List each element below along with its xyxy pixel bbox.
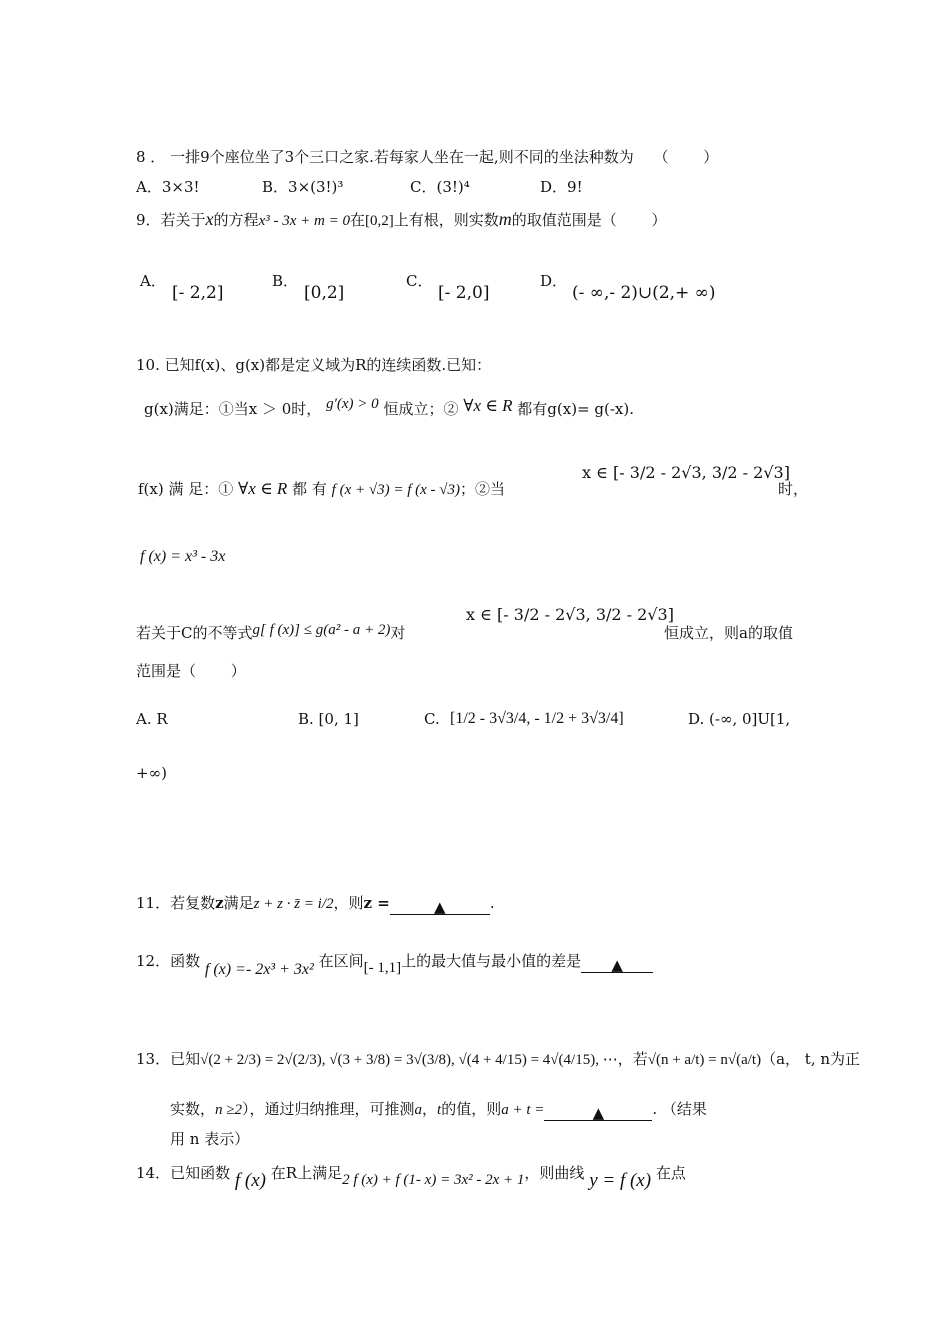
q10-line1: 10. 已知f(x)、g(x)都是定义域为R的连续函数.已知： xyxy=(136,356,492,374)
q13-mark: ▲ xyxy=(592,1104,605,1122)
q13-formula2: √(n + a/t) = n√(a/t) xyxy=(647,1052,762,1068)
q10-g-forall: ∀x ∈ R xyxy=(463,396,513,415)
q14 xyxy=(136,1162,686,1191)
q10-line-end: 范围是（ ） xyxy=(136,662,246,680)
q10-f-suffix: 时， xyxy=(778,480,809,498)
q10-option-d: D. (-∞, 0]U[1, xyxy=(688,710,791,728)
q8-option-a: A．3×3! xyxy=(136,178,200,196)
q10-option-c-value: [1/2 - 3√3/4, - 1/2 + 3√3/4] xyxy=(450,710,624,727)
q10-g-suffix: 都有g(x)= g(-x). xyxy=(517,400,635,418)
q10-g-mid: 恒成立；② xyxy=(383,400,459,418)
q11-mid: 满足 xyxy=(223,894,254,912)
q13-cond: n ≥2 xyxy=(215,1102,242,1118)
q9-mid1: 的方程 xyxy=(213,211,259,229)
q10-f-condition xyxy=(138,478,505,501)
q10-ineq-mid: 对 xyxy=(390,624,406,642)
q11 xyxy=(136,892,495,915)
q9-suffix: 的取值范围是（ ） xyxy=(511,211,667,229)
q14-mid: 在R上满足 xyxy=(270,1164,343,1182)
q9-var-m: m xyxy=(498,209,512,229)
q10-ineq-interval: x ∈ [- 3/2 - 2√3, 3/2 - 2√3] xyxy=(466,605,674,624)
q10-f-forall: ∀x ∈ R xyxy=(238,479,288,498)
q10-f-interval: x ∈ [- 3/2 - 2√3, 3/2 - 2√3] xyxy=(582,463,790,482)
q11-eq: z + z · z̄ = i/2 xyxy=(253,896,334,912)
q13-line2-prefix: 实数， xyxy=(170,1100,216,1118)
q13-line2-mid: ），通过归纳推理，可推测 xyxy=(242,1100,415,1118)
q13-line2: 实数，n ≥2），通过归纳推理，可推测a，t的值，则a + t = ▲ . （结果 xyxy=(170,1100,707,1122)
q11-mid2: ，则 xyxy=(333,894,364,912)
q9-stem xyxy=(136,208,667,232)
q12 xyxy=(136,950,653,978)
q13-line3: 用 n 表示） xyxy=(170,1130,250,1148)
q9-label-d: D． xyxy=(540,272,568,290)
q11-suffix: . xyxy=(489,894,495,912)
q13-blank xyxy=(544,1102,652,1121)
q12-interval: [- 1,1] xyxy=(363,960,402,976)
q12-blank xyxy=(581,954,653,973)
q13-formula: √(2 + 2/3) = 2√(2/3), √(3 + 3/8) = 3√(3/8), √(4 + 4/15) = 4√(4/15), ⋯ xyxy=(200,1052,618,1068)
q11-prefix: 11．若复数 xyxy=(136,894,216,912)
q13-mid: ，若 xyxy=(617,1050,648,1068)
q10-g-condition xyxy=(144,398,634,421)
q13-t: t xyxy=(437,1102,442,1118)
q11-mark: ▲ xyxy=(434,898,446,916)
q10-option-c-label: C. xyxy=(424,710,440,728)
q13-line2-mid2: 的值，则 xyxy=(441,1100,502,1118)
q10-ineq-prefix: 若关于C的不等式 xyxy=(136,624,253,642)
q9-value-d: (- ∞,- 2)∪(2,+ ∞) xyxy=(572,283,716,303)
q10-f-prefix: f(x) 满 足：① xyxy=(138,480,234,498)
q14-curve: y = f (x) xyxy=(589,1170,652,1191)
q12-suffix: 上的最大值与最小值的差是 xyxy=(401,952,582,970)
q12-mid: 在区间 xyxy=(318,952,364,970)
q11-z2: z = xyxy=(363,894,390,912)
q12-prefix: 12．函数 xyxy=(136,952,201,970)
q10-g-prefix: g(x)满足：①当x ＞ 0时， xyxy=(144,400,322,418)
q10-option-b: B. [0, 1] xyxy=(298,710,359,728)
q14-suffix: 在点 xyxy=(655,1164,686,1182)
q9-label-c: C． xyxy=(406,272,433,290)
q9-mid2: 在 xyxy=(349,211,365,229)
q8-option-d: D．9! xyxy=(540,178,583,196)
q13-line1 xyxy=(136,1048,860,1071)
q13-a: a xyxy=(414,1102,423,1118)
q12-func: f (x) =- 2x³ + 3x² xyxy=(204,961,314,978)
q9-prefix: 9．若关于 xyxy=(136,211,206,229)
q9-value-c: [- 2,0] xyxy=(438,283,490,303)
q10-g-cond: g′(x) > 0 xyxy=(326,396,379,412)
q12-mark: ▲ xyxy=(611,956,623,974)
q10-f-mid: 都 有 xyxy=(292,480,327,498)
q14-eq: 2 f (x) + f (1- x) = 3x² - 2x + 1 xyxy=(342,1172,525,1188)
q13-prefix: 13．已知 xyxy=(136,1050,201,1068)
q9-label-b: B． xyxy=(272,272,299,290)
q9-value-b: [0,2] xyxy=(304,283,345,303)
q9-mid3: 上有根，则实数 xyxy=(393,211,499,229)
q9-label-a: A． xyxy=(140,272,166,290)
q10-option-a: A. R xyxy=(136,710,168,728)
q10-f-eq: f (x + √3) = f (x - √3) xyxy=(331,482,461,498)
q8-option-c: C．(3!)⁴ xyxy=(410,178,470,196)
q13-sum: a + t = xyxy=(501,1102,545,1118)
q10-inequality xyxy=(136,622,405,645)
q9-var-x: x xyxy=(205,209,214,229)
q10-ineq: g[ f (x)] ≤ g(a² - a + 2) xyxy=(252,622,391,638)
q9-value-a: [- 2,2] xyxy=(172,283,224,303)
q14-mid2: ，则曲线 xyxy=(524,1164,585,1182)
q10-option-d-cont: +∞) xyxy=(136,764,167,782)
q10-ineq-suffix: 恒成立，则a的取值 xyxy=(664,624,793,642)
q11-z: z xyxy=(215,894,224,912)
q13-line2-suffix: . （结果 xyxy=(652,1100,707,1118)
q9-equation: x³ - 3x + m = 0 xyxy=(258,213,350,229)
q13-suffix: （a， t, n为正 xyxy=(761,1050,861,1068)
q14-prefix: 14．已知函数 xyxy=(136,1164,231,1182)
q10-f-mid2: ；②当 xyxy=(460,480,506,498)
q8-text: 8 ． 一排9个座位坐了3个三口之家.若每家人坐在一起,则不同的坐法种数为 （ ） xyxy=(136,148,719,166)
q9-interval: [0,2] xyxy=(364,213,394,229)
q10-f-def: f (x) = x³ - 3x xyxy=(140,548,226,565)
q14-func: f (x) xyxy=(234,1170,266,1191)
q8-option-b: B．3×(3!)³ xyxy=(262,178,344,196)
q11-blank xyxy=(390,896,490,915)
